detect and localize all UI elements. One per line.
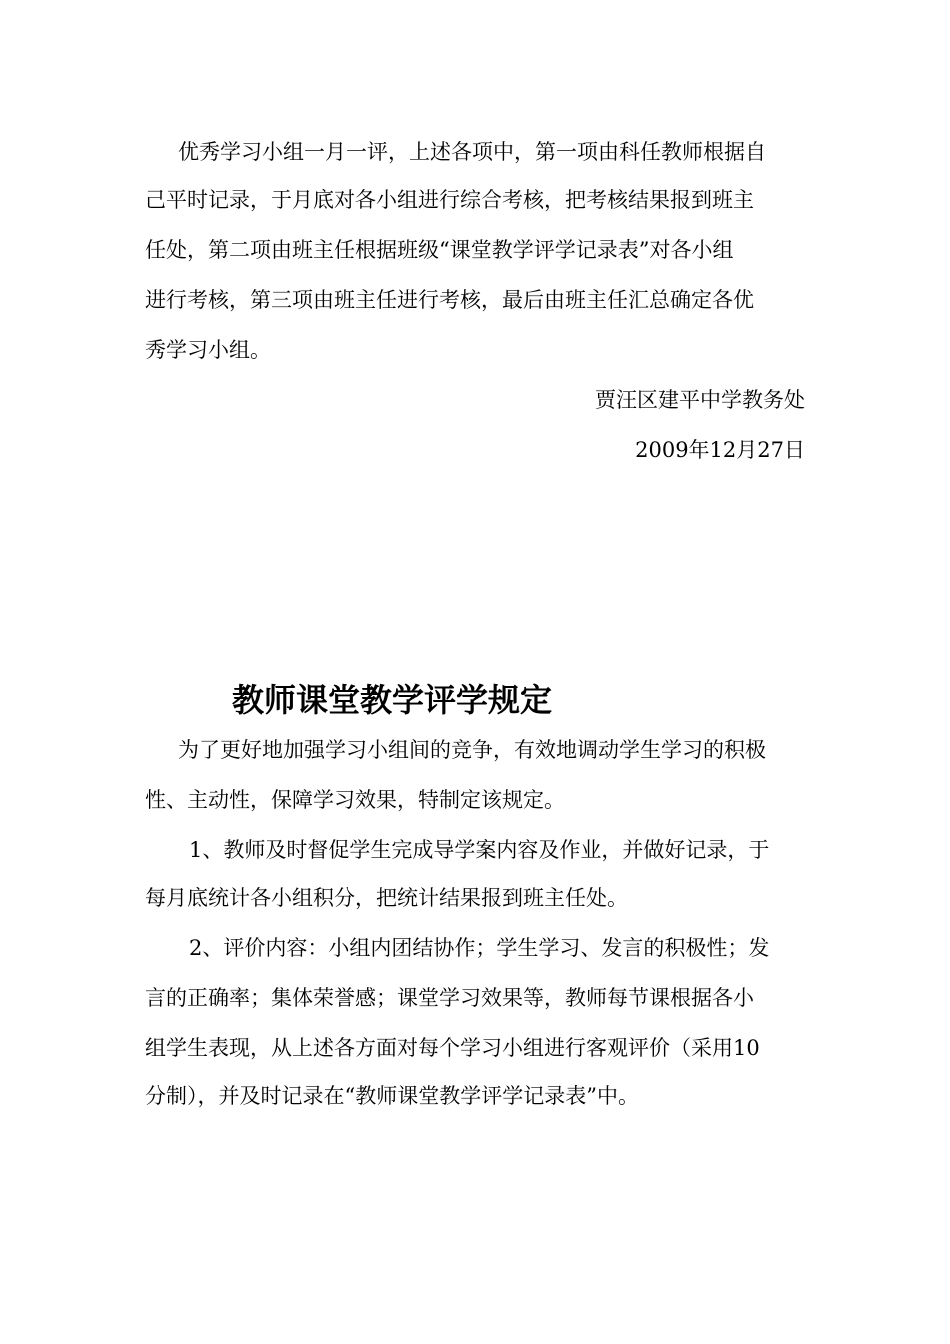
paragraph-line: 秀学习小组。 xyxy=(145,338,271,362)
paragraph-line: 任处，第二项由班主任根据班级“课堂教学评学记录表”对各小组 xyxy=(145,238,734,262)
paragraph-line: 优秀学习小组一月一评，上述各项中，第一项由科任教师根据自 xyxy=(178,140,766,164)
paragraph-line: 性、主动性，保障学习效果，特制定该规定。 xyxy=(145,788,565,812)
paragraph-line: 言的正确率；集体荣誉感；课堂学习效果等，教师每节课根据各小 xyxy=(145,986,754,1010)
paragraph-line: 己平时记录，于月底对各小组进行综合考核，把考核结果报到班主 xyxy=(145,188,754,212)
paragraph-line: 分制），并及时记录在“教师课堂教学评学记录表”中。 xyxy=(145,1084,639,1108)
signature: 贾汪区建平中学教务处 xyxy=(595,388,805,412)
date: 2009年12月27日 xyxy=(635,438,805,462)
paragraph-line: 2、评价内容：小组内团结协作；学生学习、发言的积极性；发 xyxy=(189,936,770,960)
document-title: 教师课堂教学评学规定 xyxy=(232,681,553,719)
paragraph-line: 1、教师及时督促学生完成导学案内容及作业，并做好记录，于 xyxy=(189,838,770,862)
paragraph-line: 进行考核，第三项由班主任进行考核，最后由班主任汇总确定各优 xyxy=(145,288,754,312)
paragraph-line: 为了更好地加强学习小组间的竞争，有效地调动学生学习的积极 xyxy=(178,738,766,762)
paragraph-line: 每月底统计各小组积分，把统计结果报到班主任处。 xyxy=(145,886,628,910)
paragraph-line: 组学生表现，从上述各方面对每个学习小组进行客观评价（采用10 xyxy=(145,1036,760,1060)
